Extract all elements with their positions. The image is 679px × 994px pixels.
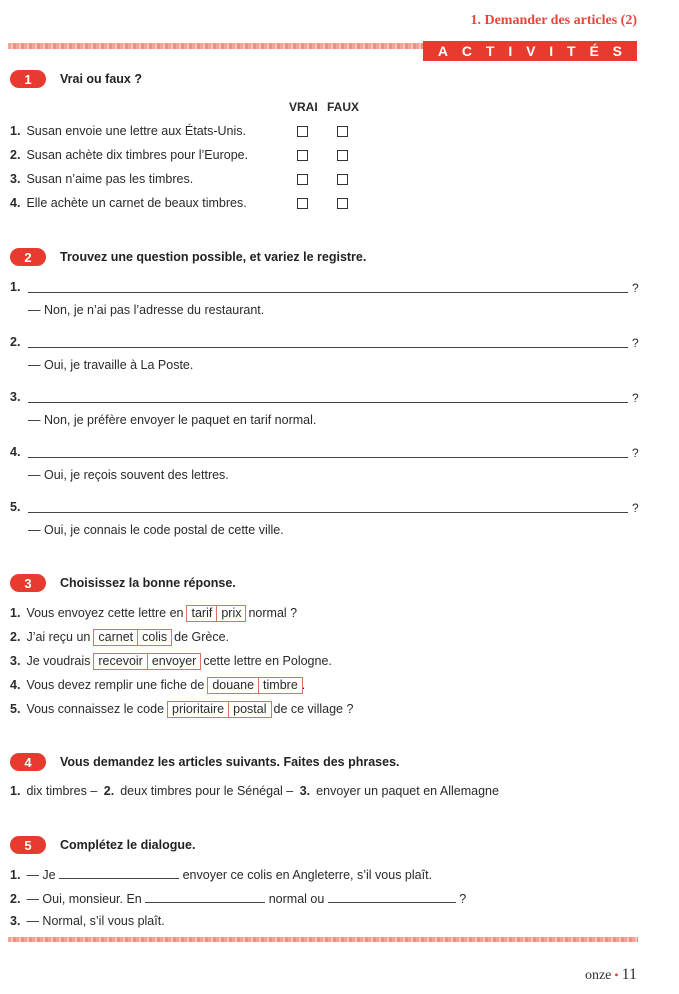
question-mark: ? [632,281,639,295]
ex2-answer: — Oui, je reçois souvent des lettres. [28,468,229,482]
exercise-5-badge: 5 [10,836,46,854]
exercise-4-badge: 4 [10,753,46,771]
answer-line[interactable] [28,457,628,458]
ex2-item-number: 1. [10,280,21,294]
page-number: 11 [621,966,637,983]
ex2-answer: — Oui, je connais le code postal de cette ville. [28,523,284,537]
choice-option[interactable]: timbre [258,677,303,694]
choice-option[interactable]: postal [228,701,271,718]
choice-option[interactable]: tarif [186,605,217,622]
answer-line[interactable] [28,512,628,513]
col-vrai-header: VRAI [289,100,318,114]
ex3-item: 5. Vous connaissez le code prioritaire postal de ce village ? [10,702,354,716]
vrai-checkbox[interactable] [297,198,308,209]
choice-option[interactable]: carnet [93,629,138,646]
choice-option[interactable]: prix [216,605,246,622]
banner-letter: A [437,43,449,59]
choice-option[interactable]: colis [137,629,172,646]
question-mark: ? [632,501,639,515]
exercise-1-title: Vrai ou faux ? [60,72,142,86]
ex3-item: 4. Vous devez remplir une fiche de douane timbre . [10,678,306,692]
choice-option[interactable]: recevoir [93,653,147,670]
fill-blank[interactable] [59,866,179,879]
vrai-checkbox[interactable] [297,126,308,137]
fill-blank[interactable] [328,890,456,903]
activites-banner [423,41,637,61]
choice-option[interactable]: prioritaire [167,701,229,718]
exercise-2-badge: 2 [10,248,46,266]
bottom-decorative-band [8,937,638,942]
vrai-checkbox[interactable] [297,150,308,161]
ex5-line: 1. — Je envoyer ce colis en Angleterre, s’il vous plaît. [10,868,433,882]
ex2-answer: — Oui, je travaille à La Poste. [28,358,194,372]
faux-checkbox[interactable] [337,174,348,185]
ex2-item-number: 3. [10,390,21,404]
exercise-4-title: Vous demandez les articles suivants. Faites des phrases. [60,755,400,769]
top-decorative-band [8,43,423,49]
page-footer [585,966,637,984]
ex5-line: 2. — Oui, monsieur. En normal ou ? [10,892,467,906]
exercise-3-badge: 3 [10,574,46,592]
ex3-item: 3. Je voudrais recevoir envoyer cette lettre en Pologne. [10,654,332,668]
page-word: onze [584,968,612,983]
question-mark: ? [632,446,639,460]
ex4-sentence: 1. dix timbres – 2. deux timbres pour le Sénégal – 3. envoyer un paquet en Allemagne [10,784,499,798]
footer-bullet: • [614,968,619,982]
ex2-item-number: 4. [10,445,21,459]
ex1-item: 2. Susan achète dix timbres pour l’Europe. [10,148,249,162]
ex1-item: 3. Susan n’aime pas les timbres. [10,172,194,186]
question-mark: ? [632,336,639,350]
choice-option[interactable]: douane [207,677,259,694]
banner-letter: C [461,43,473,59]
banner-letter: É [589,43,599,59]
chapter-title: 1. Demander des articles (2) [470,13,637,28]
answer-line[interactable] [28,292,628,293]
banner-letter: T [485,43,495,59]
banner-letter: S [612,43,622,59]
exercise-3-title: Choisissez la bonne réponse. [60,576,236,590]
fill-blank[interactable] [145,890,265,903]
banner-letter: I [508,43,513,59]
ex2-answer: — Non, je préfère envoyer le paquet en tarif normal. [28,413,317,427]
exercise-1-badge: 1 [10,70,46,88]
question-mark: ? [632,391,639,405]
banner-letter: T [567,43,576,59]
faux-checkbox[interactable] [337,126,348,137]
choice-option[interactable]: envoyer [147,653,201,670]
answer-line[interactable] [28,347,628,348]
ex2-item-number: 5. [10,500,21,514]
ex3-item: 2. J’ai reçu un carnet colis de Grèce. [10,630,230,644]
ex1-item: 4. Elle achète un carnet de beaux timbres. [10,196,247,210]
banner-letter: V [526,43,536,59]
exercise-5-title: Complétez le dialogue. [60,838,196,852]
col-faux-header: FAUX [327,100,360,114]
ex3-item: 1. Vous envoyez cette lettre en tarif prix normal ? [10,606,298,620]
faux-checkbox[interactable] [337,198,348,209]
ex2-item-number: 2. [10,335,21,349]
ex1-item: 1. Susan envoie une lettre aux États-Unis. [10,124,247,138]
ex2-answer: — Non, je n’ai pas l’adresse du restaurant. [28,303,265,317]
answer-line[interactable] [28,402,628,403]
vrai-checkbox[interactable] [297,174,308,185]
exercise-2-title: Trouvez une question possible, et variez le registre. [60,250,367,264]
faux-checkbox[interactable] [337,150,348,161]
banner-letter: I [549,43,554,59]
ex5-line: 3. — Normal, s’il vous plaît. [10,914,165,928]
